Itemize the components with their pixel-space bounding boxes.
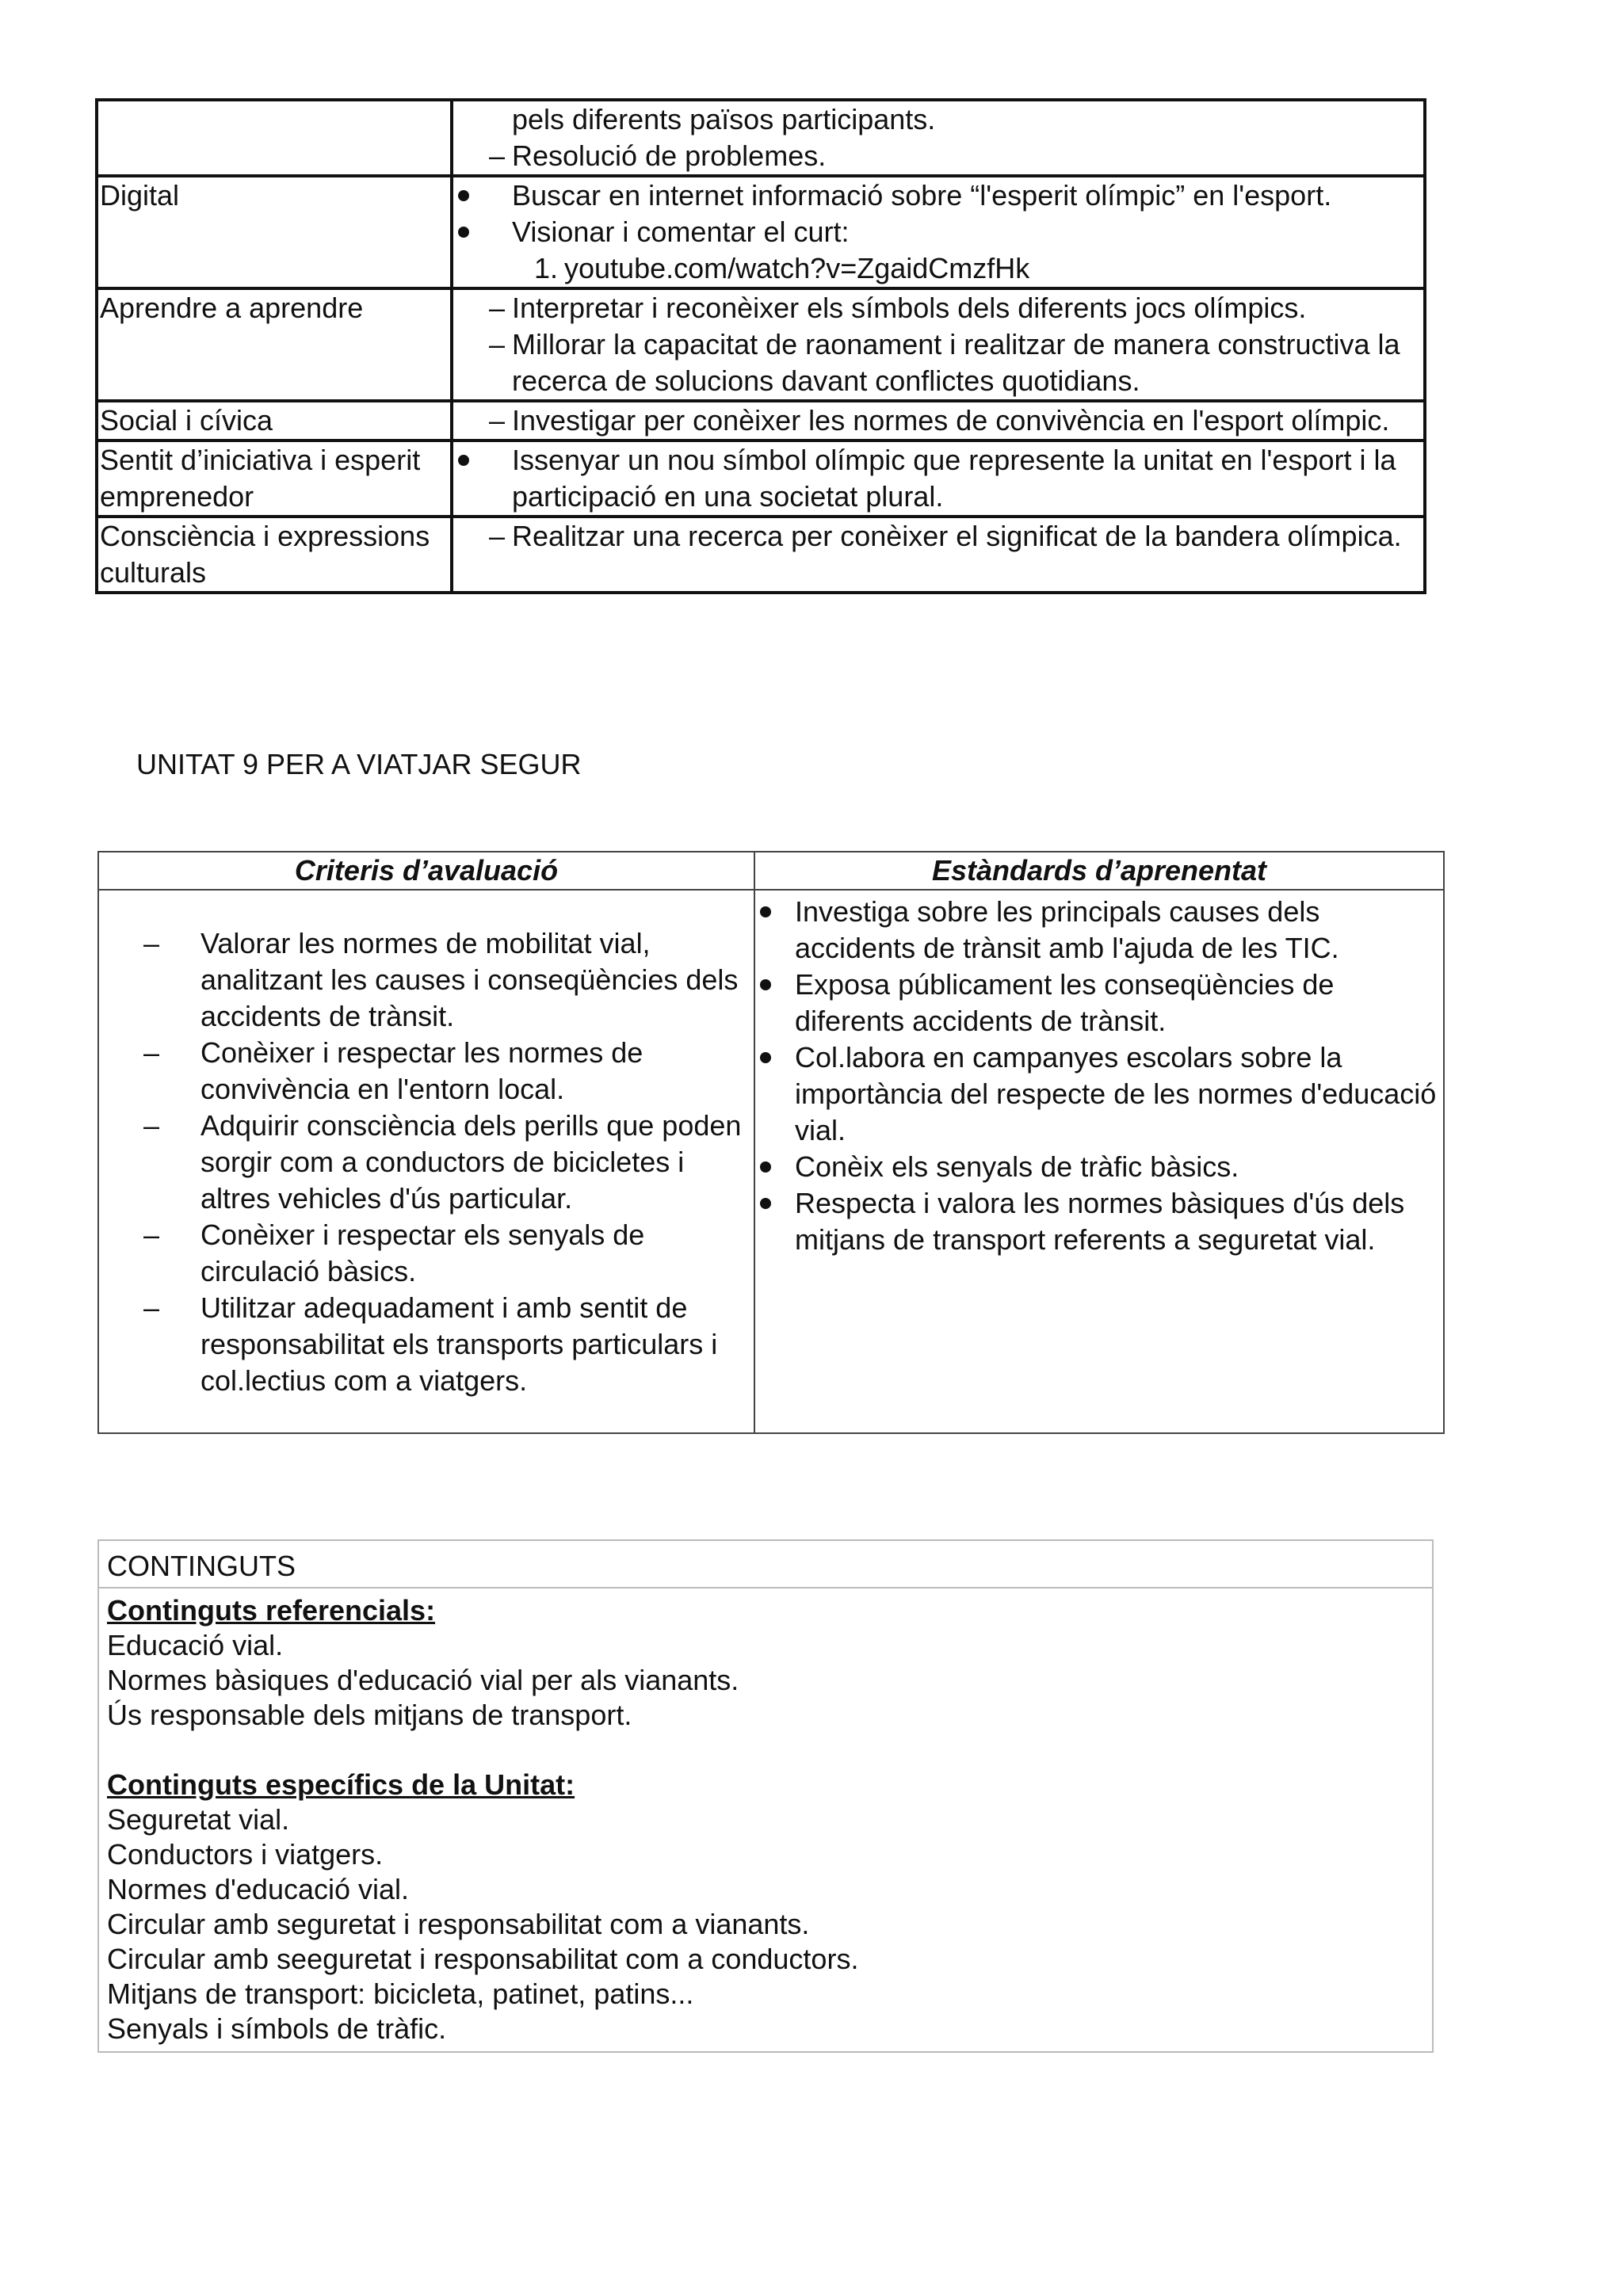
item-marker: – [488,139,506,172]
unit-heading: UNITAT 9 PER A VIATJAR SEGUR [136,748,582,780]
competences-table [95,98,1426,594]
item-marker: – [488,520,506,552]
item-marker: – [488,404,506,437]
criteria-item [99,1035,754,1108]
competence-item [453,177,1407,214]
standard-item [755,1185,1443,1258]
standard-item [755,967,1443,1039]
competence-item [453,138,1407,174]
section-spacer [107,1733,1424,1768]
contents-body [99,1589,1432,2051]
bullet-icon [760,1198,771,1209]
competence-label: Digital [97,176,452,288]
competence-items [452,517,1425,593]
competence-label: Social i cívica [97,401,452,441]
standard-text: Respecta i valora les normes bàsiques d'ús dels mitjans de transport referents a seguretat vial. [795,1187,1405,1256]
competence-item [453,326,1407,399]
competence-row [97,176,1425,288]
competence-row [97,441,1425,517]
item-text: Buscar en internet informació sobre “l'esperit olímpic” en l'esport. [512,179,1332,212]
item-text: Resolució de problemes. [512,139,827,172]
bullet-icon [760,1052,771,1063]
standard-item [755,1149,1443,1185]
standards-header: Estàndards d’aprenentat [754,852,1444,890]
competence-row [97,100,1425,176]
competence-item [453,402,1407,439]
contents-box [97,1539,1434,2053]
item-text: Visionar i comentar el curt: [512,215,850,248]
bullet-icon [458,227,469,238]
bullet-icon [760,979,771,990]
criteria-item [99,1217,754,1290]
standard-text: Exposa públicament les conseqüències de diferents accidents de trànsit. [795,968,1335,1037]
competence-item [453,290,1407,326]
standard-item [755,894,1443,967]
standard-text: Conèix els senyals de tràfic bàsics. [795,1150,1239,1183]
competence-items [452,401,1425,441]
item-marker: – [488,328,506,360]
criteria-cell [98,890,754,1433]
competence-row [97,517,1425,593]
contents-line: Circular amb seguretat i responsabilitat com a vianants. [107,1908,810,1940]
contents-section-title: Continguts referencials: [107,1594,436,1627]
bullet-icon [458,455,469,466]
contents-line: Normes bàsiques d'educació vial per als vianants. [107,1664,739,1696]
standard-text: Col.labora en campanyes escolars sobre la importància del respecte de les normes d'educació vial. [795,1041,1437,1146]
criteria-header: Criteris d’avaluació [98,852,754,890]
dash-marker: – [143,1291,160,1324]
bullet-icon [458,190,469,201]
competence-item [453,214,1407,250]
contents-line: Circular amb seeguretat i responsabilitat com a conductors. [107,1943,859,1975]
criteria-item [99,1290,754,1399]
criteria-item [99,1108,754,1217]
bullet-icon [760,1161,771,1173]
criteria-text: Adquirir consciència dels perills que poden sorgir com a conductors de bicicletes i altres vehicles d'ús particular. [200,1109,742,1215]
competence-label: Sentit d’iniciativa i esperit emprenedor [97,441,452,517]
contents-section-title: Continguts específics de la Unitat: [107,1768,575,1801]
contents-line: Seguretat vial. [107,1803,290,1836]
standards-cell [754,890,1444,1433]
dash-marker: – [143,1109,160,1142]
competence-item [453,101,1407,138]
contents-line: Educació vial. [107,1629,284,1661]
dash-marker: – [143,927,160,959]
contents-line: Normes d'educació vial. [107,1873,410,1905]
item-text: Interpretar i reconèixer els símbols dels diferents jocs olímpics. [512,292,1307,324]
competence-item [453,518,1407,555]
criteria-text: Conèixer i respectar els senyals de circulació bàsics. [200,1219,645,1287]
item-text: Issenyar un nou símbol olímpic que represente la unitat en l'esport i la participació en una societat plural. [512,444,1396,513]
contents-header: CONTINGUTS [99,1541,1432,1589]
competence-item [453,442,1407,515]
competence-row [97,401,1425,441]
contents-line: Conductors i viatgers. [107,1838,384,1871]
criteria-text: Conèixer i respectar les normes de convivència en l'entorn local. [200,1036,643,1105]
item-text: pels diferents països participants. [512,103,936,135]
item-text: Realitzar una recerca per conèixer el significat de la bandera olímpica. [512,520,1402,552]
item-marker: – [488,292,506,324]
item-text: Investigar per conèixer les normes de convivència en l'esport olímpic. [512,404,1390,437]
competence-row [97,288,1425,401]
standard-item [755,1039,1443,1149]
bullet-icon [760,906,771,917]
item-text: youtube.com/watch?v=ZgaidCmzfHk [564,252,1030,284]
competence-items [452,441,1425,517]
competence-label: Aprendre a aprendre [97,288,452,401]
competence-item [453,250,1407,287]
criteria-text: Utilitzar adequadament i amb sentit de responsabilitat els transports particulars i col.lectius com a viatgers. [200,1291,718,1397]
criteria-item [99,925,754,1035]
competence-label [97,100,452,176]
dash-marker: – [143,1036,160,1069]
item-text: Millorar la capacitat de raonament i realitzar de manera constructiva la recerca de solucions davant conflictes quotidians. [512,328,1400,397]
competence-label: Consciència i expressions culturals [97,517,452,593]
competence-items [452,288,1425,401]
criteria-text: Valorar les normes de mobilitat vial, analitzant les causes i conseqüències dels accidents de trànsit. [200,927,739,1032]
item-marker: 1. [533,252,558,284]
contents-line: Senyals i símbols de tràfic. [107,2012,447,2045]
contents-line: Ús responsable dels mitjans de transport. [107,1699,632,1731]
dash-marker: – [143,1219,160,1251]
standard-text: Investiga sobre les principals causes dels accidents de trànsit amb l'ajuda de les TIC. [795,895,1339,964]
competence-items [452,176,1425,288]
contents-line: Mitjans de transport: bicicleta, patinet, patins... [107,1978,694,2010]
criteria-table [97,851,1445,1434]
competence-items [452,100,1425,176]
